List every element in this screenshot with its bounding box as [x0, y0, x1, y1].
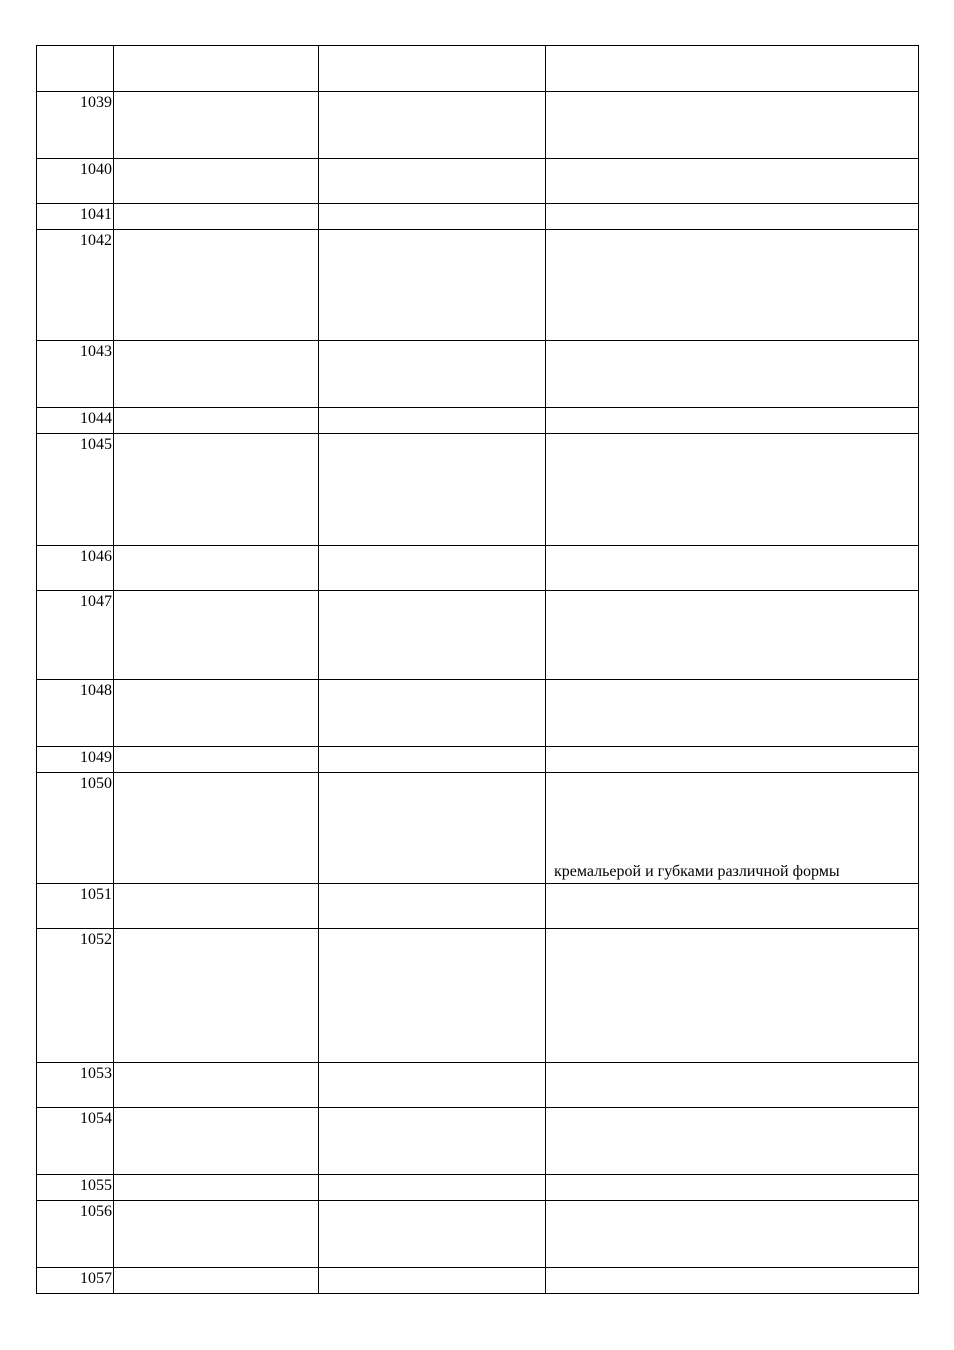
row-cell-2 [114, 929, 319, 1063]
row-cell-2 [114, 1175, 319, 1201]
row-number: 1055 [37, 1175, 114, 1201]
row-number: 1057 [37, 1268, 114, 1294]
table-row [37, 230, 919, 341]
header-cell-1 [37, 46, 114, 92]
row-cell-3 [319, 1201, 546, 1268]
row-cell-3 [319, 1063, 546, 1108]
row-cell-4 [546, 591, 919, 680]
row-cell-3 [319, 1268, 546, 1294]
row-cell-2 [114, 1201, 319, 1268]
header-cell-4 [546, 46, 919, 92]
row-cell-4 [546, 408, 919, 434]
row-cell-2 [114, 159, 319, 204]
table-row [37, 1268, 919, 1294]
row-cell-4 [546, 159, 919, 204]
row-cell-3 [319, 884, 546, 929]
row-cell-4 [546, 884, 919, 929]
row-cell-2 [114, 591, 319, 680]
row-cell-2 [114, 747, 319, 773]
header-cell-2 [114, 46, 319, 92]
row-cell-4 [546, 1201, 919, 1268]
row-cell-2 [114, 546, 319, 591]
row-cell-3 [319, 680, 546, 747]
row-cell-2 [114, 680, 319, 747]
row-number: 1052 [37, 929, 114, 1063]
row-number: 1050 [37, 773, 114, 884]
row-number: 1047 [37, 591, 114, 680]
row-cell-3 [319, 204, 546, 230]
row-cell-2 [114, 884, 319, 929]
table-row [37, 1108, 919, 1175]
row-number: 1049 [37, 747, 114, 773]
row-number: 1043 [37, 341, 114, 408]
row-cell-3 [319, 230, 546, 341]
row-cell-2 [114, 1108, 319, 1175]
row-cell-2 [114, 434, 319, 546]
row-cell-2 [114, 408, 319, 434]
header-cell-3 [319, 46, 546, 92]
row-cell-3 [319, 408, 546, 434]
table-row [37, 204, 919, 230]
row-number: 1039 [37, 92, 114, 159]
row-cell-4 [546, 230, 919, 341]
row-cell-4 [546, 1063, 919, 1108]
row-cell-4 [546, 1175, 919, 1201]
row-cell-2 [114, 1268, 319, 1294]
row-cell-3 [319, 341, 546, 408]
row-cell-3 [319, 92, 546, 159]
row-number: 1051 [37, 884, 114, 929]
row-number: 1044 [37, 408, 114, 434]
row-cell-2 [114, 773, 319, 884]
table-row [37, 773, 919, 884]
row-number: 1040 [37, 159, 114, 204]
row-cell-3 [319, 1108, 546, 1175]
table-row [37, 929, 919, 1063]
row-cell-4 [546, 929, 919, 1063]
table-row [37, 159, 919, 204]
table-row [37, 341, 919, 408]
row-number: 1042 [37, 230, 114, 341]
table-row [37, 1063, 919, 1108]
row-number: 1054 [37, 1108, 114, 1175]
table-row [37, 680, 919, 747]
table-row [37, 1175, 919, 1201]
row-cell-3 [319, 159, 546, 204]
row-cell-4 [546, 546, 919, 591]
table-row [37, 1201, 919, 1268]
row-cell-3 [319, 747, 546, 773]
table-row [37, 884, 919, 929]
row-cell-3 [319, 591, 546, 680]
row-cell-3 [319, 546, 546, 591]
table-row [37, 747, 919, 773]
document-table [36, 45, 919, 1294]
row-number: 1056 [37, 1201, 114, 1268]
row-cell-4 [546, 680, 919, 747]
row-cell-4 [546, 1268, 919, 1294]
row-cell-3 [319, 434, 546, 546]
row-cell-4: кремальерой и губками различной формы [546, 773, 919, 884]
row-cell-3 [319, 1175, 546, 1201]
row-cell-2 [114, 204, 319, 230]
row-cell-2 [114, 341, 319, 408]
table-row [37, 434, 919, 546]
table-row [37, 408, 919, 434]
row-cell-3 [319, 773, 546, 884]
row-cell-4 [546, 434, 919, 546]
table-row [37, 591, 919, 680]
row-cell-4 [546, 747, 919, 773]
row-cell-2 [114, 92, 319, 159]
row-number: 1041 [37, 204, 114, 230]
row-cell-4 [546, 1108, 919, 1175]
row-cell-2 [114, 1063, 319, 1108]
row-cell-4 [546, 341, 919, 408]
row-number: 1053 [37, 1063, 114, 1108]
row-number: 1046 [37, 546, 114, 591]
table-header-row [37, 46, 919, 92]
row-number: 1045 [37, 434, 114, 546]
row-cell-2 [114, 230, 319, 341]
table-row [37, 92, 919, 159]
row-number: 1048 [37, 680, 114, 747]
row-cell-3 [319, 929, 546, 1063]
row-cell-4 [546, 204, 919, 230]
row-cell-4 [546, 92, 919, 159]
table-row [37, 546, 919, 591]
